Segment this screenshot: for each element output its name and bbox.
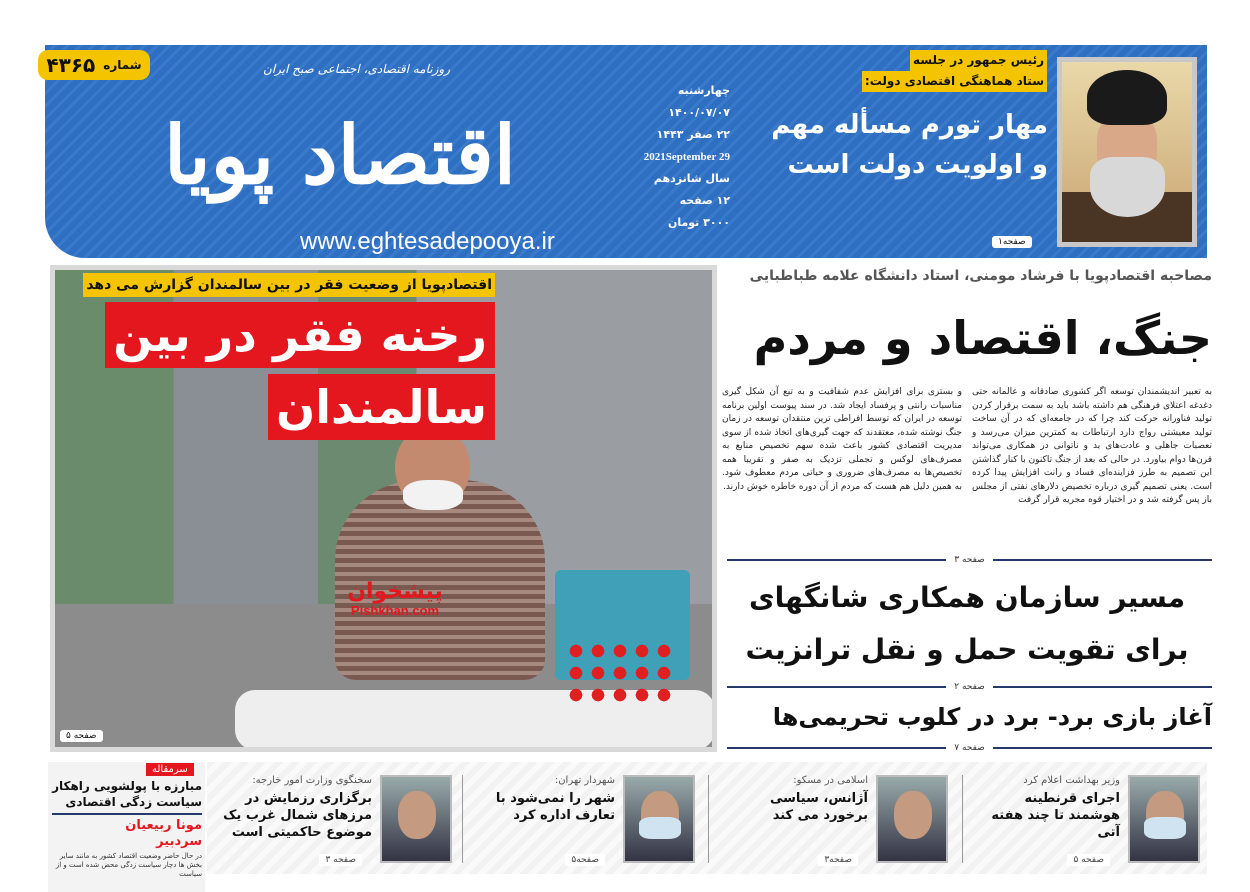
top-story-kicker bbox=[860, 50, 1047, 92]
solar-date: ۱۴۰۰/۰۷/۰۷ bbox=[668, 106, 730, 119]
page-ref-rule[interactable] bbox=[727, 553, 1212, 567]
lunar-date: ۲۲ صفر ۱۴۴۳ bbox=[656, 128, 730, 141]
interview-column-2: و بستری برای افزایش عدم شفافیت و به تبع آن شکل گیری مناسبات رانتی و پرفساد ایجاد شد. در سند پیوست اولین برنامه توسعه در ایران که توسط افراطی ترین منتقدان توسعه در زمان جنگ نوشته شده، معتقدند که جهت گیری‌های اتخاذ شده از سوی مدیریت اقتصادی کشور باعث شده سهم تخصیص منابع به مصرف‌های لوکس و تجملی نزدیک به صفر و تقریبا همه تخصیص‌ها به مصرف‌های ضروری و حیاتی مردم معطوف شود. به همین دلیل هم هست که مردم از آن دوره خاطره خوش دارند. bbox=[722, 387, 962, 492]
divider bbox=[708, 775, 709, 863]
top-story-headline[interactable] bbox=[740, 105, 1048, 185]
newspaper-logo: اقتصاد پویا bbox=[163, 108, 517, 202]
page-ref: صفحه ۳ bbox=[319, 854, 362, 866]
divider bbox=[962, 775, 963, 863]
website-url[interactable]: www.eghtesadepooya.ir bbox=[300, 228, 555, 255]
item-kicker: اسلامی در مسکو: bbox=[793, 775, 868, 786]
item-headline: برگزاری رزمایش در مرزهای شمال غرب یک موضوع حاکمیتی است bbox=[223, 791, 372, 840]
health-minister-photo bbox=[1128, 775, 1200, 863]
price: ۳۰۰۰ تومان bbox=[667, 216, 730, 229]
kicker-text: اقتصادپویا از وضعیت فقر در بین سالمندان گزارش می دهد bbox=[83, 273, 495, 297]
headline-line: مسیر سازمان همکاری شانگهای bbox=[748, 581, 1186, 614]
gregorian-date: 2021September 29 bbox=[643, 151, 730, 163]
editorial-body: در حال حاضر وضعیت اقتصاد کشور به مانند سایر بخش ها دچار سیاست زدگی محض شده است و از سیاست bbox=[55, 852, 202, 878]
divider bbox=[462, 775, 463, 863]
item-kicker: سخنگوی وزارت امور خارجه: bbox=[252, 775, 372, 786]
headline-line: برای تقویت حمل و نقل ترانزیت bbox=[745, 633, 1189, 666]
page-ref-rule[interactable] bbox=[727, 741, 1212, 755]
page-ref: صفحه۵ bbox=[565, 854, 605, 866]
president-photo bbox=[1057, 57, 1197, 247]
page-ref: صفحه۳ bbox=[818, 854, 858, 866]
page-ref: صفحه ۲ bbox=[954, 682, 985, 692]
tehran-mayor-photo bbox=[623, 775, 695, 863]
headline-line: و اولویت دولت است bbox=[787, 150, 1048, 180]
author-name: مونا ربیعیان bbox=[125, 818, 202, 833]
page-ref: صفحه ۳ bbox=[954, 555, 985, 565]
news-item-tehran-mayor[interactable] bbox=[480, 772, 695, 868]
weekday: چهارشنبه bbox=[677, 84, 730, 97]
editorial-content bbox=[52, 778, 202, 879]
eslami-photo bbox=[876, 775, 948, 863]
watermark-text: پیشخوان bbox=[347, 579, 443, 604]
issue-number: ۴۳۶۵ bbox=[46, 53, 96, 77]
page-ref[interactable]: صفحه ۵ bbox=[60, 730, 103, 742]
author-role: سردبیر bbox=[156, 834, 202, 849]
item-kicker: شهردار تهران: bbox=[554, 775, 615, 786]
pishkhan-watermark bbox=[330, 580, 460, 618]
year: سال شانزدهم bbox=[653, 172, 730, 185]
date-info bbox=[630, 80, 730, 234]
page-ref[interactable]: صفحه۱ bbox=[992, 236, 1032, 248]
issue-label: شماره bbox=[103, 58, 142, 72]
editorial-headline[interactable]: مبارزه با پولشویی راهکار سیاست زدگی اقتصادی bbox=[52, 779, 202, 809]
spokesman-photo bbox=[380, 775, 452, 863]
tagline: روزنامه اقتصادی، اجتماعی صبح ایران bbox=[263, 62, 450, 76]
kicker-line: ستاد هماهنگی اقتصادی دولت: bbox=[862, 71, 1047, 92]
item-headline: اجرای قرنطینه هوشمند تا چند هفته آتی bbox=[991, 791, 1120, 840]
editorial-tag: سرمقاله bbox=[146, 763, 194, 776]
interview-kicker: مصاحبه اقتصادپویا با فرشاد مومنی، استاد دانشگاه علامه طباطبایی bbox=[749, 268, 1212, 284]
watermark-url: Pishkhan.com bbox=[350, 603, 440, 619]
news-item-health-minister[interactable] bbox=[985, 772, 1200, 868]
news-item-eslami[interactable] bbox=[740, 772, 948, 868]
item-kicker: وزیر بهداشت اعلام کرد bbox=[1023, 775, 1120, 786]
editorial-author bbox=[52, 818, 202, 850]
news-item-foreign-ministry[interactable] bbox=[212, 772, 452, 868]
headline-line: سالمندان bbox=[268, 374, 495, 440]
photo-story-headline[interactable] bbox=[58, 302, 495, 446]
page-ref-rule[interactable] bbox=[727, 680, 1212, 694]
page-count: ۱۲ صفحه bbox=[679, 194, 730, 207]
interview-column-1: به تعبیر اندیشمندان توسعه اگر کشوری صادقانه و عالمانه حتی دغدغه اعتلای فرهنگی هم داشته باشد باید به سمت برقرار کردن تولید فناورانه حرکت کند چرا که در جامعه‌ای که در آن ساخت تولید معیشتی رواج دارد ارتباطات به کمترین میزان می‌رسد و تعصبات جاهلی و عادت‌های بد و ناتوانی در همکاری می‌تواند قرن‌ها دوام بیاورد. در حالی که بعد از جنگ تاکنون با کنار گذاشتن این تصمیم به طرز فزاینده‌ای فساد و رانت افزایش پیدا کرده است. یعنی تصمیم گیری درباره تخصیص دلارهای نفتی از مجلس باز پس گرفته شد و در اختیار قوه مجریه قرار گرفت bbox=[972, 387, 1212, 505]
item-headline: آژانس، سیاسی برخورد می کند bbox=[769, 791, 868, 823]
item-headline: شهر را نمی‌شود با تعارف اداره کرد bbox=[495, 791, 615, 823]
headline-line: مهار تورم مسأله مهم bbox=[771, 110, 1048, 140]
issue-number-badge bbox=[38, 50, 150, 80]
headline-line: رخنه فقر در بین bbox=[105, 302, 495, 368]
kicker-line: رئیس جمهور در جلسه bbox=[910, 50, 1047, 71]
interview-headline[interactable]: جنگ، اقتصاد و مردم bbox=[753, 311, 1212, 365]
divider bbox=[52, 813, 202, 815]
page-ref: صفحه ۷ bbox=[954, 743, 985, 753]
page-ref: صفحه ۵ bbox=[1067, 854, 1110, 866]
photo-story-kicker bbox=[55, 273, 495, 297]
shanghai-headline[interactable] bbox=[722, 572, 1212, 676]
sanctions-club-headline[interactable]: آغاز بازی برد- برد در کلوب تحریمی‌ها bbox=[772, 703, 1212, 731]
